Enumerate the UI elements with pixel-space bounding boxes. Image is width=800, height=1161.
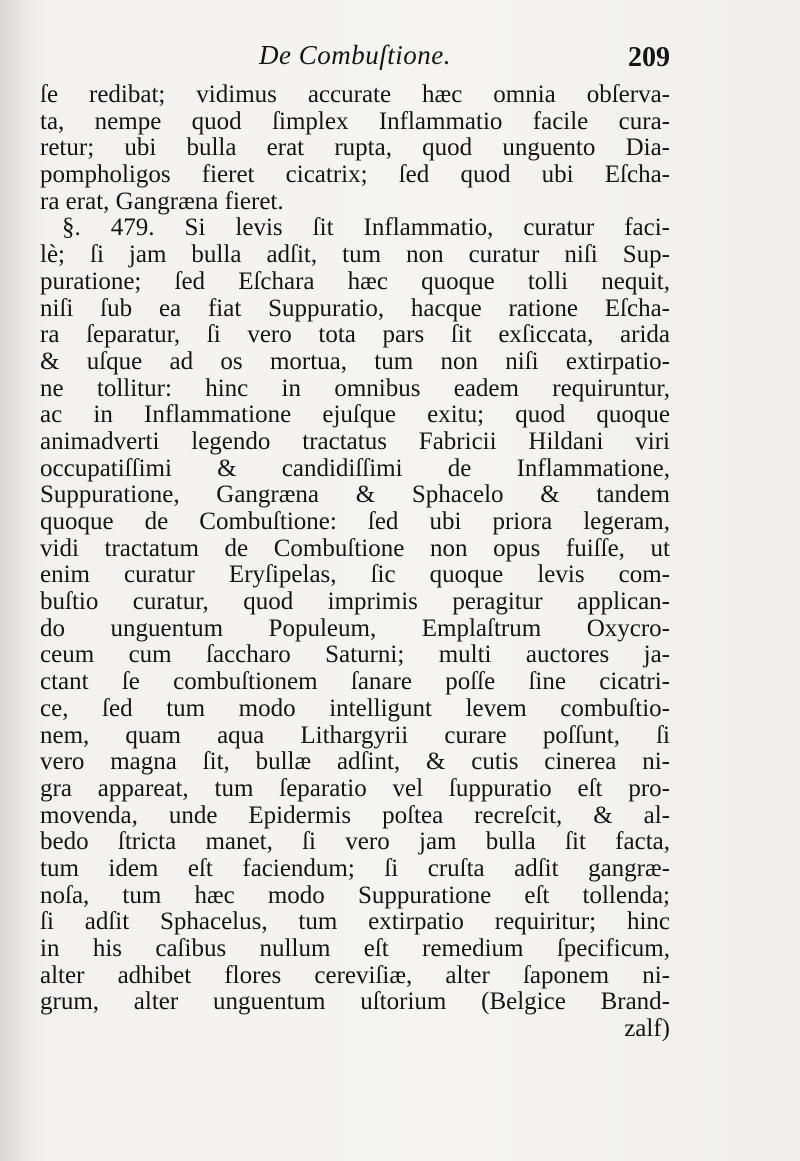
text-line: animadverti legendo tractatus Fabricii Hildani viri bbox=[40, 428, 670, 455]
text-line: grum, alter unguentum uſtorium (Belgice Brand- bbox=[40, 989, 670, 1016]
text-line: buſtio curatur, quod imprimis peragitur applican- bbox=[40, 589, 670, 616]
text-line: ne tollitur: hinc in omnibus eadem requiruntur, bbox=[40, 375, 670, 402]
text-line: retur; ubi bulla erat rupta, quod unguento Dia- bbox=[40, 135, 670, 162]
text-line: niſi ſub ea fiat Suppuratio, hacque ratione Eſcha- bbox=[40, 295, 670, 322]
text-line: alter adhibet flores cereviſiæ, alter ſaponem ni- bbox=[40, 962, 670, 989]
page-header bbox=[40, 40, 670, 80]
text-line: pompholigos fieret cicatrix; ſed quod ubi Eſcha- bbox=[40, 162, 670, 189]
text-line: tum idem eſt faciendum; ſi cruſta adſit gangræ- bbox=[40, 855, 670, 882]
text-line: do unguentum Populeum, Emplaſtrum Oxycro- bbox=[40, 615, 670, 642]
text-line: ceum cum ſaccharo Saturni; multi auctores ja- bbox=[40, 642, 670, 669]
text-line: & uſque ad os mortua, tum non niſi extirpatio- bbox=[40, 348, 670, 375]
text-line: ta, nempe quod ſimplex Inflammatio facile cura- bbox=[40, 108, 670, 135]
text-line: ſe redibat; vidimus accurate hæc omnia obſerva- bbox=[40, 82, 670, 108]
running-title: De Combuſtione. bbox=[259, 40, 451, 70]
text-line-final: zalf) bbox=[624, 1016, 670, 1043]
text-line: ſi adſit Sphacelus, tum extirpatio requiritur; hinc bbox=[40, 909, 670, 936]
text-line: bedo ſtricta manet, ſi vero jam bulla ſit facta, bbox=[40, 829, 670, 856]
page-number: 209 bbox=[628, 42, 670, 73]
text-line: quoque de Combuſtione: ſed ubi priora legeram, bbox=[40, 509, 670, 535]
text-line: ra erat, Gangræna fieret. bbox=[40, 188, 284, 215]
text-line: movenda, unde Epidermis poſtea recreſcit, & al- bbox=[40, 802, 670, 829]
text-line: occupatiſſimi & candidiſſimi de Inflammatione, bbox=[40, 455, 670, 482]
text-line: in his caſibus nullum eſt remedium ſpecificum, bbox=[40, 936, 670, 962]
text-line: gra appareat, tum ſeparatio vel ſuppuratio eſt pro- bbox=[40, 775, 670, 802]
text-line: ce, ſed tum modo intelligunt levem combuſtio- bbox=[40, 695, 670, 722]
text-line: ctant ſe combuſtionem ſanare poſſe ſine cicatri- bbox=[40, 669, 670, 696]
text-line: nem, quam aqua Lithargyrii curare poſſunt, ſi bbox=[40, 722, 670, 749]
paragraph-start-line: §. 479. Si levis ſit Inflammatio, curatur faci- bbox=[62, 215, 670, 242]
text-line: ra ſeparatur, ſi vero tota pars ſit exſiccata, arida bbox=[40, 322, 670, 349]
text-line: lè; ſi jam bulla adſit, tum non curatur niſi Sup- bbox=[40, 242, 670, 269]
text-line: puratione; ſed Eſchara hæc quoque tolli nequit, bbox=[40, 268, 670, 295]
text-line: vero magna ſit, bullæ adſint, & cutis cinerea ni- bbox=[40, 749, 670, 776]
text-line: vidi tractatum de Combuſtione non opus fuiſſe, ut bbox=[40, 535, 670, 562]
text-line: noſa, tum hæc modo Suppuratione eſt tollenda; bbox=[40, 882, 670, 909]
body-text bbox=[40, 82, 670, 1043]
text-line: enim curatur Eryſipelas, ſic quoque levis com- bbox=[40, 562, 670, 589]
text-line: Suppuratione, Gangræna & Sphacelo & tandem bbox=[40, 482, 670, 509]
text-line: ac in Inflammatione ejuſque exitu; quod quoque bbox=[40, 402, 670, 429]
